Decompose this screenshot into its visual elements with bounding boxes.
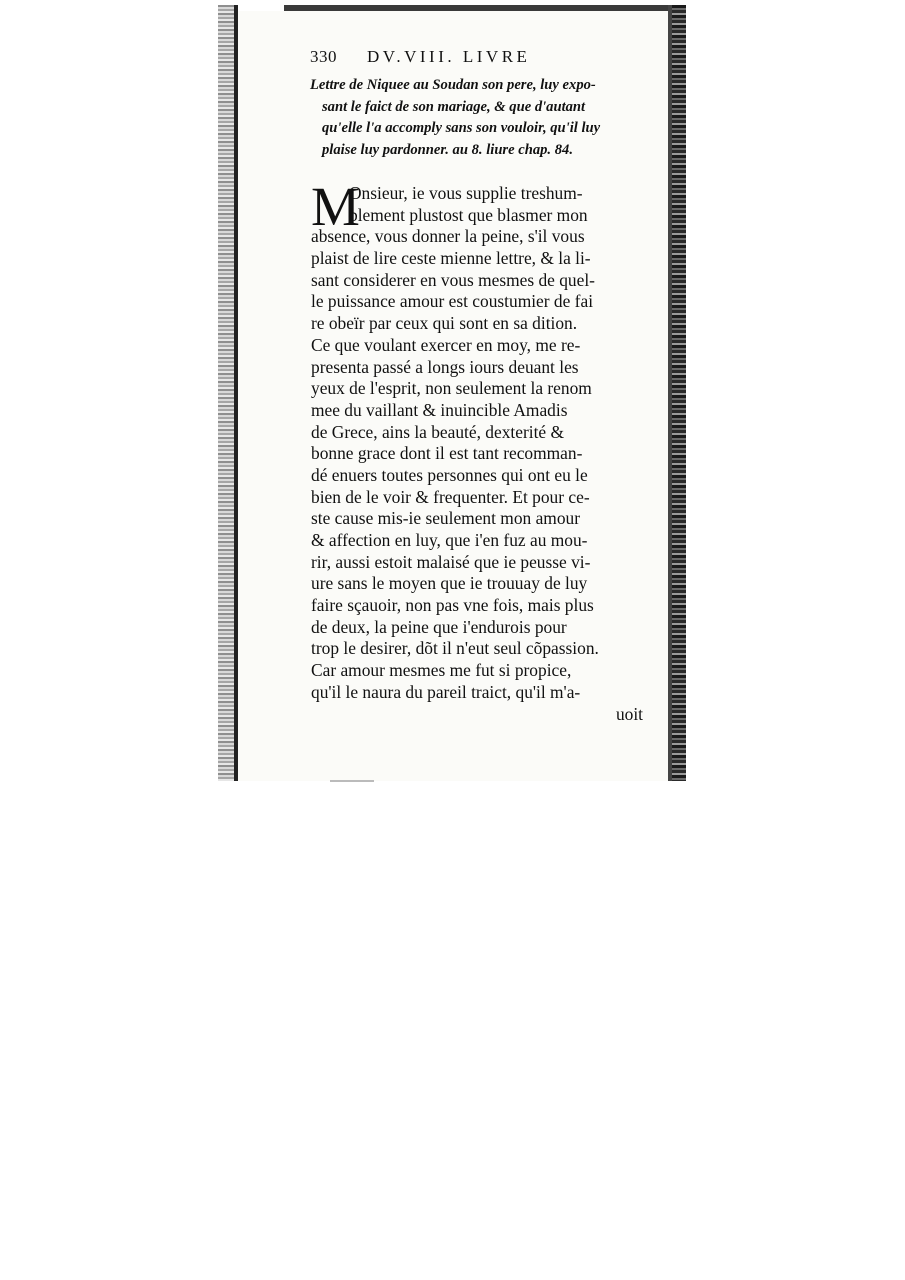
body-line: Ce que voulant exercer en moy, me re-: [311, 334, 581, 355]
heading-line: plaise luy pardonner. au 8. liure chap. 84.: [322, 141, 573, 158]
body-line: plaist de lire ceste mienne lettre, & la li-: [311, 248, 591, 269]
body-line: rir, aussi estoit malaisé que ie peusse vi-: [311, 551, 591, 572]
page-number: 330: [310, 47, 337, 66]
body-line: de Grece, ains la beauté, dexterité &: [311, 421, 565, 442]
body-line: Car amour mesmes me fut si propice,: [311, 660, 572, 681]
body-line: yeux de l'esprit, non seulement la renom: [311, 378, 592, 399]
page-left-edge: [218, 5, 238, 781]
body-line: presenta passé a longs iours deuant les: [311, 356, 579, 377]
page-top-edge: [218, 5, 686, 11]
body-line: ste cause mis-ie seulement mon amour: [311, 508, 580, 529]
body-line: Onsieur, ie vous supplie treshum-: [349, 183, 583, 203]
running-head: [310, 47, 650, 67]
body-line: mee du vaillant & inuincible Amadis: [311, 399, 568, 420]
heading-line: Lettre de Niquee au Soudan son pere, luy expo-: [310, 77, 596, 93]
body-line: le puissance amour est coustumier de fai: [311, 291, 594, 312]
body-line: & affection en luy, que i'en fuz au mou-: [311, 530, 588, 550]
catchword: uoit: [615, 703, 643, 724]
body-line: sant considerer en vous mesmes de quel-: [311, 269, 595, 290]
body-line: absence, vous donner la peine, s'il vous: [311, 226, 585, 247]
scan-smudge: [330, 780, 374, 782]
heading-line: qu'elle l'a accomply sans son vouloir, qu'il luy: [322, 120, 601, 136]
body-line: re obeïr par ceux qui sont en sa dition.: [311, 313, 578, 334]
body-line: bonne grace dont il est tant recomman-: [311, 443, 583, 464]
heading-line: sant le faict de son mariage, & que d'autant: [322, 98, 586, 115]
letter-body: [311, 176, 649, 725]
running-title: DV.VIII. LIVRE: [367, 47, 531, 66]
body-line: dé enuers toutes personnes qui ont eu le: [311, 464, 588, 485]
letter-heading: [310, 75, 648, 161]
body-line: ure sans le moyen que ie trouuay de luy: [311, 573, 588, 594]
body-line: bien de le voir & frequenter. Et pour ce-: [311, 486, 590, 507]
scanned-page: [218, 5, 686, 781]
page-right-edge: [672, 5, 686, 781]
drop-cap: M: [311, 176, 360, 237]
body-line: de deux, la peine que i'endurois pour: [311, 616, 567, 637]
body-line: blement plustost que blasmer mon: [349, 204, 588, 225]
body-line: faire sçauoir, non pas vne fois, mais plus: [311, 595, 594, 616]
body-line: qu'il le naura du pareil traict, qu'il m'a-: [311, 681, 581, 702]
body-line: trop le desirer, dõt il n'eut seul cõpassion.: [311, 638, 599, 659]
